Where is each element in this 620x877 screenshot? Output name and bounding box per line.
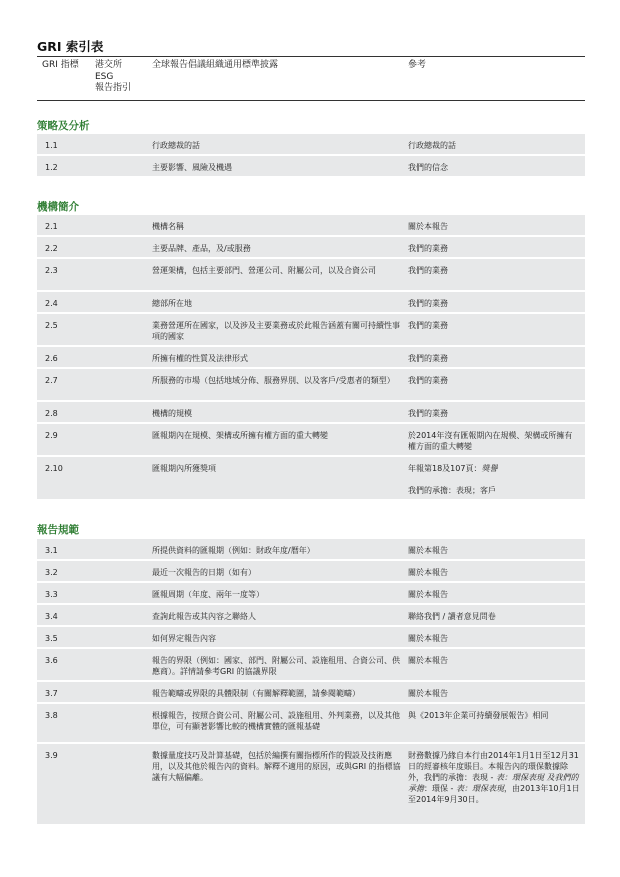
table-header [37,60,585,100]
header-gri-disclosure: 全球報告倡議組織通用標準披露 [152,60,279,70]
header-reference: 參考 [408,60,427,70]
table-row: 2.7 所服務的市場（包括地域分佈、服務界別、以及客戶/受惠者的類型） 我們的業務 [37,369,585,400]
table-row: 3.2 最近一次報告的日期（如有） 關於本報告 [37,561,585,581]
page-title: GRI 索引表 [37,39,104,54]
table-row: 3.7 報告範疇或界限的具體限制（有關解釋範圍，請參閱範疇） 關於本報告 [37,682,585,702]
table-row: 2.2 主要品牌、產品，及/或服務 我們的業務 [37,237,585,257]
table-row: 2.8 機構的規模 我們的業務 [37,402,585,422]
header-hkex-esg: 港交所 ESG 報告指引 [95,60,132,93]
table-row: 2.1 機構名稱 關於本報告 [37,215,585,235]
table-row: 2.4 總部所在地 我們的業務 [37,292,585,312]
table-row: 3.8 根據報告，按照合資公司、附屬公司、設施租用、外判業務，以及其他單位，可有顯著影響比較的機構實體的匯報基礎 與《2013年企業可持續發展報告》相同 [37,704,585,742]
section-title-strategy: 策略及分析 [37,120,90,132]
section-title-report-parameters: 報告規範 [37,524,79,536]
section-title-profile: 機構簡介 [37,201,79,213]
table-row: 3.4 查詢此報告或其內容之聯絡人 聯絡我們 / 讀者意見問卷 [37,605,585,625]
table-row: 1.1 行政總裁的話 行政總裁的話 [37,134,585,154]
table-row: 3.1 所提供資料的匯報期（例如：財政年度/曆年） 關於本報告 [37,539,585,559]
table-row: 2.5 業務營運所在國家，以及涉及主要業務或於此報告涵蓋有關可持續性事項的國家 我們的業務 [37,314,585,345]
table-row: 3.5 如何界定報告內容 關於本報告 [37,627,585,647]
table-row: 1.2 主要影響、風險及機遇 我們的信念 [37,156,585,176]
table-row: 3.6 報告的界限（例如：國家、部門、附屬公司、設施租用、合資公司、供應商）。詳情請參考GRI 的協議界限 關於本報告 [37,649,585,680]
table-row: 2.6 所擁有權的性質及法律形式 我們的業務 [37,347,585,367]
header-bottom-rule [37,100,585,101]
header-top-rule [37,56,585,57]
table-row: 3.9 數據量度技巧及計算基礎，包括於編撰有關指標所作的假設及技術應用，以及其他於報告內的資料。解釋不適用的原因，或與GRI 的指標協議有大幅偏離。 財務數據乃緣自本行由2014年1月1日至12月31日的經審核年度賬目。本報告內的環保數據除外，我們的承擔：表現 - 表：環保表現 及我們的承擔：環保 - 表：環保表現，由2013年10月1日至2014年9月30日。 [37,744,585,824]
table-row: 2.10 匯報期內所獲獎項 年報第18及107頁：獎譽 我們的承擔：表現；客戶 [37,457,585,499]
table-row: 2.3 營運架構，包括主要部門、營運公司、附屬公司，以及合資公司 我們的業務 [37,259,585,290]
table-row: 3.3 匯報周期（年度、兩年一度等） 關於本報告 [37,583,585,603]
table-row: 2.9 匯報期內在規模、架構或所擁有權方面的重大轉變 於2014年沒有匯報期內在規模、架構或所擁有權方面的重大轉變 [37,424,585,455]
header-gri-indicator: GRI 指標 [42,60,79,70]
